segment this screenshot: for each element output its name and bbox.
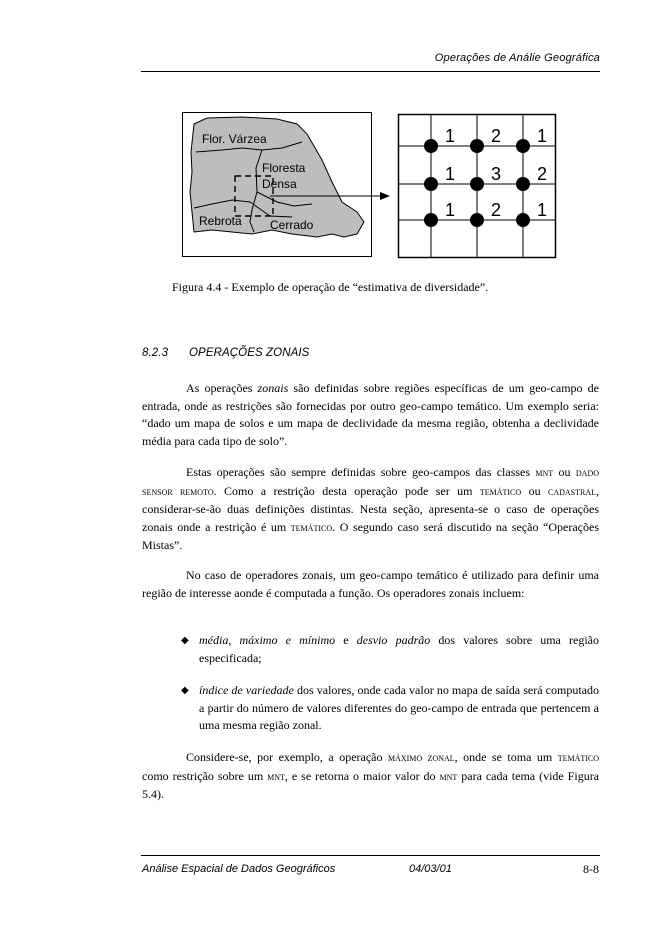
footer-date: 04/03/01 [409, 863, 452, 875]
label-cerrado: Cerrado [270, 218, 314, 232]
bullet-dot-icon: ◆ [181, 685, 189, 696]
section-number: 8.2.3 [142, 347, 169, 359]
arrow-head [380, 192, 390, 200]
footer-rule [141, 855, 600, 856]
label-floresta: Floresta [262, 161, 306, 175]
grid-value: 2 [491, 200, 502, 220]
grid-node [424, 139, 438, 153]
figure-diversity [182, 112, 558, 262]
grid-node [516, 177, 530, 191]
grid-node [470, 139, 484, 153]
footer-book-title: Análise Espacial de Dados Geográficos [142, 863, 336, 875]
footer-page-number: 8-8 [583, 862, 599, 876]
grid-node [516, 139, 530, 153]
paragraph-4: Considere-se, por exemplo, a operação máximo zonal, onde se toma um temático como restrição sobre um mnt, e se retorna o maior valor do mnt para cada tema (vide Figura 5.4). [142, 750, 600, 801]
label-rebrota: Rebrota [199, 214, 242, 228]
bullet-2: ◆ índice de variedade dos valores, onde cada valor no mapa de saída será computado a partir do número de valores diferentes do geo-campo de entrada que pertencem a uma mesma região zonal. [181, 683, 599, 732]
section-title: OPERAÇÕES ZONAIS [189, 347, 310, 359]
grid-node [516, 213, 530, 227]
bullet-1: ◆ média, máximo e mínimo e desvio padrão dos valores sobre uma região especificada; [181, 633, 599, 665]
grid-value: 3 [491, 164, 502, 184]
label-densa: Densa [262, 177, 297, 191]
label-varzea: Flor. Várzea [202, 132, 267, 146]
grid-value: 2 [537, 164, 548, 184]
bullet-dot-icon: ◆ [181, 635, 189, 646]
header-rule [141, 71, 600, 72]
grid-node [470, 213, 484, 227]
grid-node [470, 177, 484, 191]
grid-value: 1 [537, 200, 548, 220]
paragraph-2: Estas operações são sempre definidas sobre geo-campos das classes mnt ou dado sensor remoto. Como a restrição desta operação pode ser um temático ou cadastral, considerar-se-ão duas definições distintas. Nesta seção, apresenta-se o caso de operações zonais onde a restrição é um temático. O segundo caso será discutido na seção “Operações Mistas”. [142, 465, 600, 552]
grid-value: 1 [445, 200, 456, 220]
grid-value: 2 [491, 126, 502, 146]
paragraph-1: As operações zonais são definidas sobre regiões específicas de um geo-campo de entrada, onde as restrições são fornecidas por outro geo-campo temático. Um exemplo seria: “dado um mapa de solos e um mapa de declividade da mesma região, obtenha a declividade média para cada tipo de solo”. [142, 381, 599, 448]
figure-caption: Figura 4.4 - Exemplo de operação de “estimativa de diversidade”. [172, 280, 489, 294]
grid-value: 1 [537, 126, 548, 146]
grid-value: 1 [445, 126, 456, 146]
grid-value: 1 [445, 164, 456, 184]
emph-zonais: zonais [257, 381, 289, 395]
section-heading [142, 347, 309, 359]
running-header: Operações de Análie Geográfica [434, 52, 600, 64]
grid-node [424, 177, 438, 191]
grid-node [424, 213, 438, 227]
paragraph-3: No caso de operadores zonais, um geo-campo temático é utilizado para definir uma região de interesse aonde é computada a função. Os operadores zonais incluem: [142, 568, 599, 600]
